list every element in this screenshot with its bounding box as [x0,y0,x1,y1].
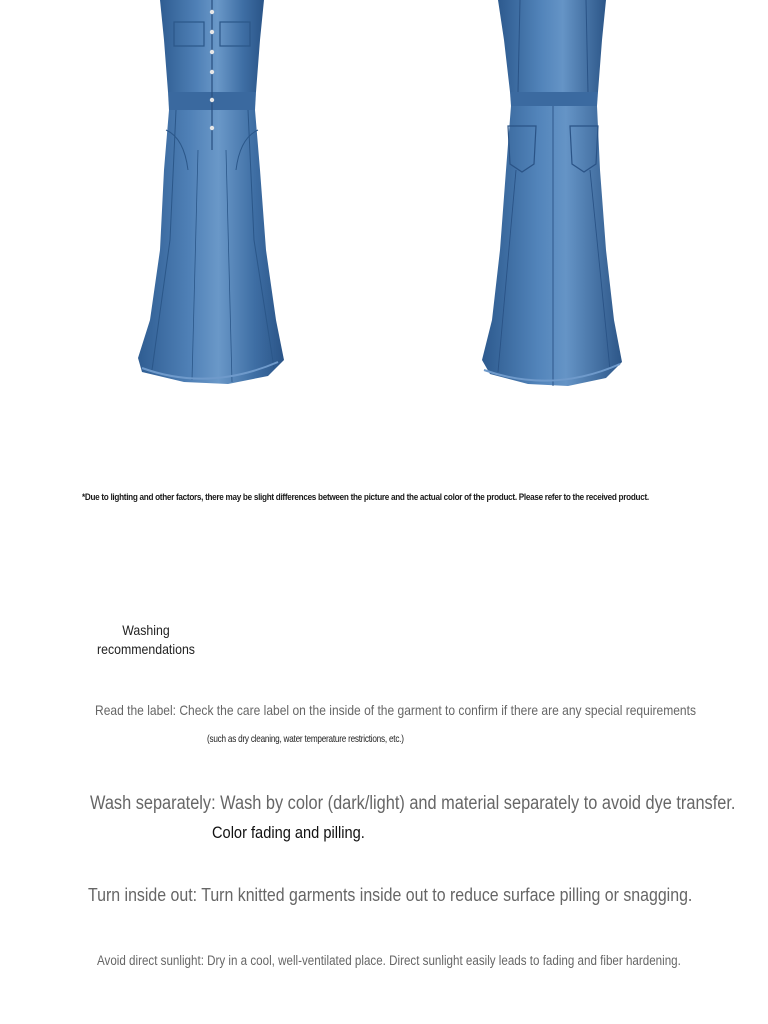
wash-tip-wash-separately-note: Color fading and pilling. [212,823,365,842]
dress-back-image [472,0,634,388]
wash-tip-read-label: Read the label: Check the care label on the inside of the garment to confirm if there are any special requirements [95,702,697,718]
washing-title-text: Washing recommendations [97,622,195,657]
color-disclaimer: *Due to lighting and other factors, there may be slight differences between the picture and the actual color of the product. Please refer to the received product. [82,492,649,503]
wash-tip-read-label-note: (such as dry cleaning, water temperature restrictions, etc.) [207,733,404,745]
wash-tip-turn-inside-out: Turn inside out: Turn knitted garments inside out to reduce surface pilling or snagging. [88,884,693,905]
dress-front-image [128,0,296,386]
washing-title [93,621,199,659]
wash-tip-wash-separately: Wash separately: Wash by color (dark/light) and material separately to avoid dye transfer. [90,793,736,814]
wash-tip-avoid-sunlight: Avoid direct sunlight: Dry in a cool, well-ventilated place. Direct sunlight easily leads to fading and fiber hardening. [97,953,681,968]
